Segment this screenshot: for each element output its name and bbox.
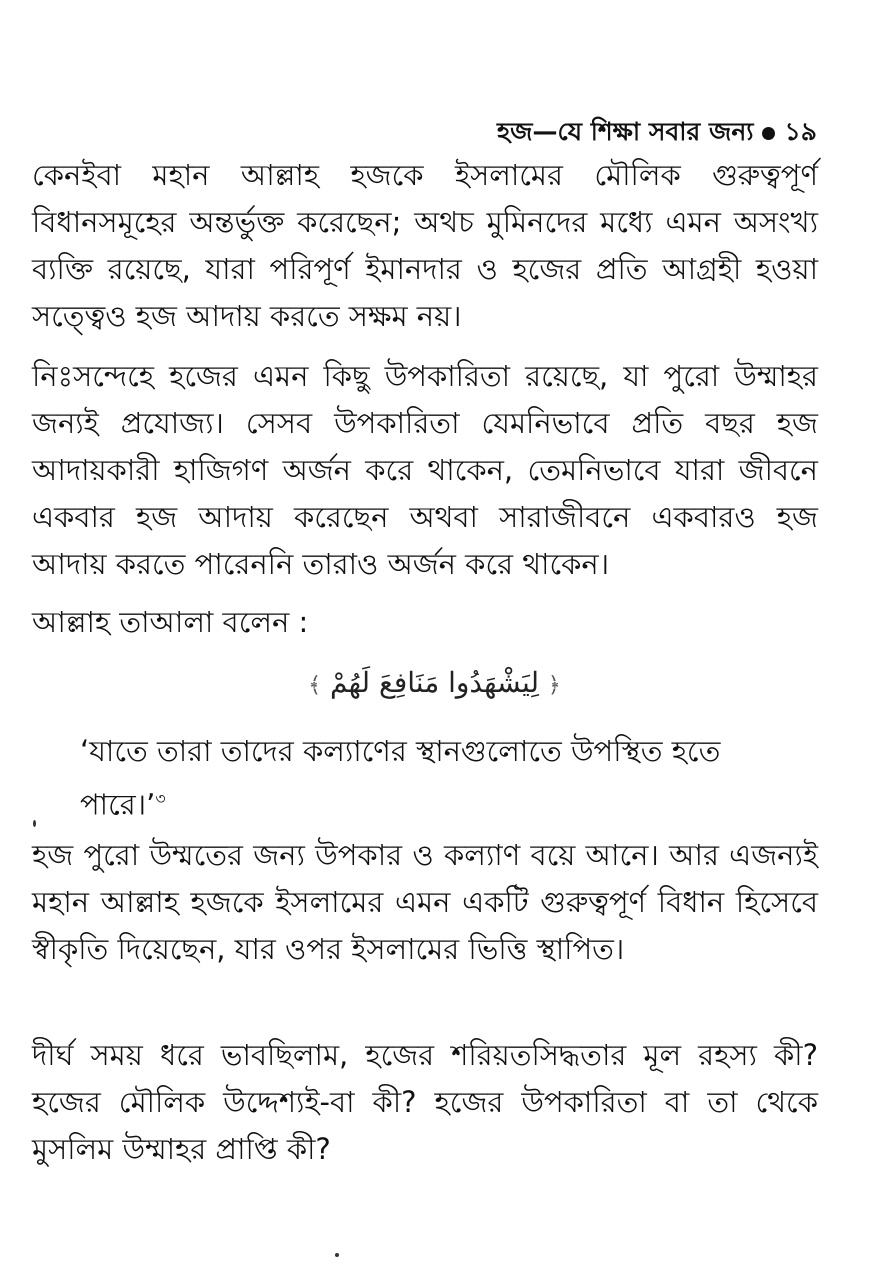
verse-bracket-close: ﴾ (308, 673, 322, 698)
verse-bracket-open: ﴿ (547, 673, 561, 698)
header-title: হজ (496, 117, 533, 146)
scan-speck (33, 820, 36, 827)
paragraph-1: কেনইবা মহান আল্লাহ হজকে ইসলামের মৌলিক গুরুত্বপূর্ণ বিধানসমূহের অন্তর্ভুক্ত করেছেন; অথচ মুমিনদের মধ্যে এমন অসংখ্য ব্যক্তি রয়েছে, যারা পরিপূর্ণ ইমানদার ও হজের প্রতি আগ্রহী হওয়া সত্ত্বেও হজ আদায় করতে সক্ষম নয়। (32, 158, 818, 333)
bullet-icon (762, 127, 775, 140)
verse-text: لِيَشْهَدُوا مَنَافِعَ لَهُمْ (329, 666, 539, 699)
running-header (497, 112, 817, 155)
paragraph-3: হজ পুরো উম্মতের জন্য উপকার ও কল্যাণ বয়ে আনে। আর এজন্যই মহান আল্লাহ হজকে ইসলামের এমন একটি গুরুত্বপূর্ণ বিধান হিসেবে স্বীকৃতি দিয়েছেন, যার ওপর ইসলামের ভিত্তি স্থাপিত। (32, 838, 818, 966)
verse-intro: আল্লাহ তাআলা বলেন : (32, 605, 309, 639)
header-subtitle: —যে শিক্ষা সবার জন্য (532, 117, 754, 146)
paragraph-2: নিঃসন্দেহে হজের এমন কিছু উপকারিতা রয়েছে, যা পুরো উম্মাহর জন্যই প্রযোজ্য। সেসব উপকারিতা যেমনিভাবে প্রতি বছর হজ আদায়কারী হাজিগণ অর্জন করে থাকেন, তেমনিভাবে যারা জীবনে একবার হজ আদায় করেছেন অথবা সারাজীবনে একবারও হজ আদায় করতে পারেননি তারাও অর্জন করে থাকেন। (32, 359, 818, 581)
verse-translation (80, 728, 800, 829)
paragraph-4: দীর্ঘ সময় ধরে ভাবছিলাম, হজের শরিয়তসিদ্ধতার মূল রহস্য কী? হজের মৌলিক উদ্দেশ্যই-বা কী? হজের উপকারিতা বা তা থেকে মুসলিম উম্মাহর প্রাপ্তি কী? (32, 1038, 818, 1166)
footnote-marker: ৩ (155, 789, 166, 808)
scan-speck (335, 1253, 339, 1257)
page-number: ১৯ (784, 117, 817, 146)
quran-verse (0, 666, 869, 699)
translation-text: ‘যাতে তারা তাদের কল্যাণের স্থানগুলোতে উপস্থিত হতে পারে।’ (80, 734, 721, 822)
